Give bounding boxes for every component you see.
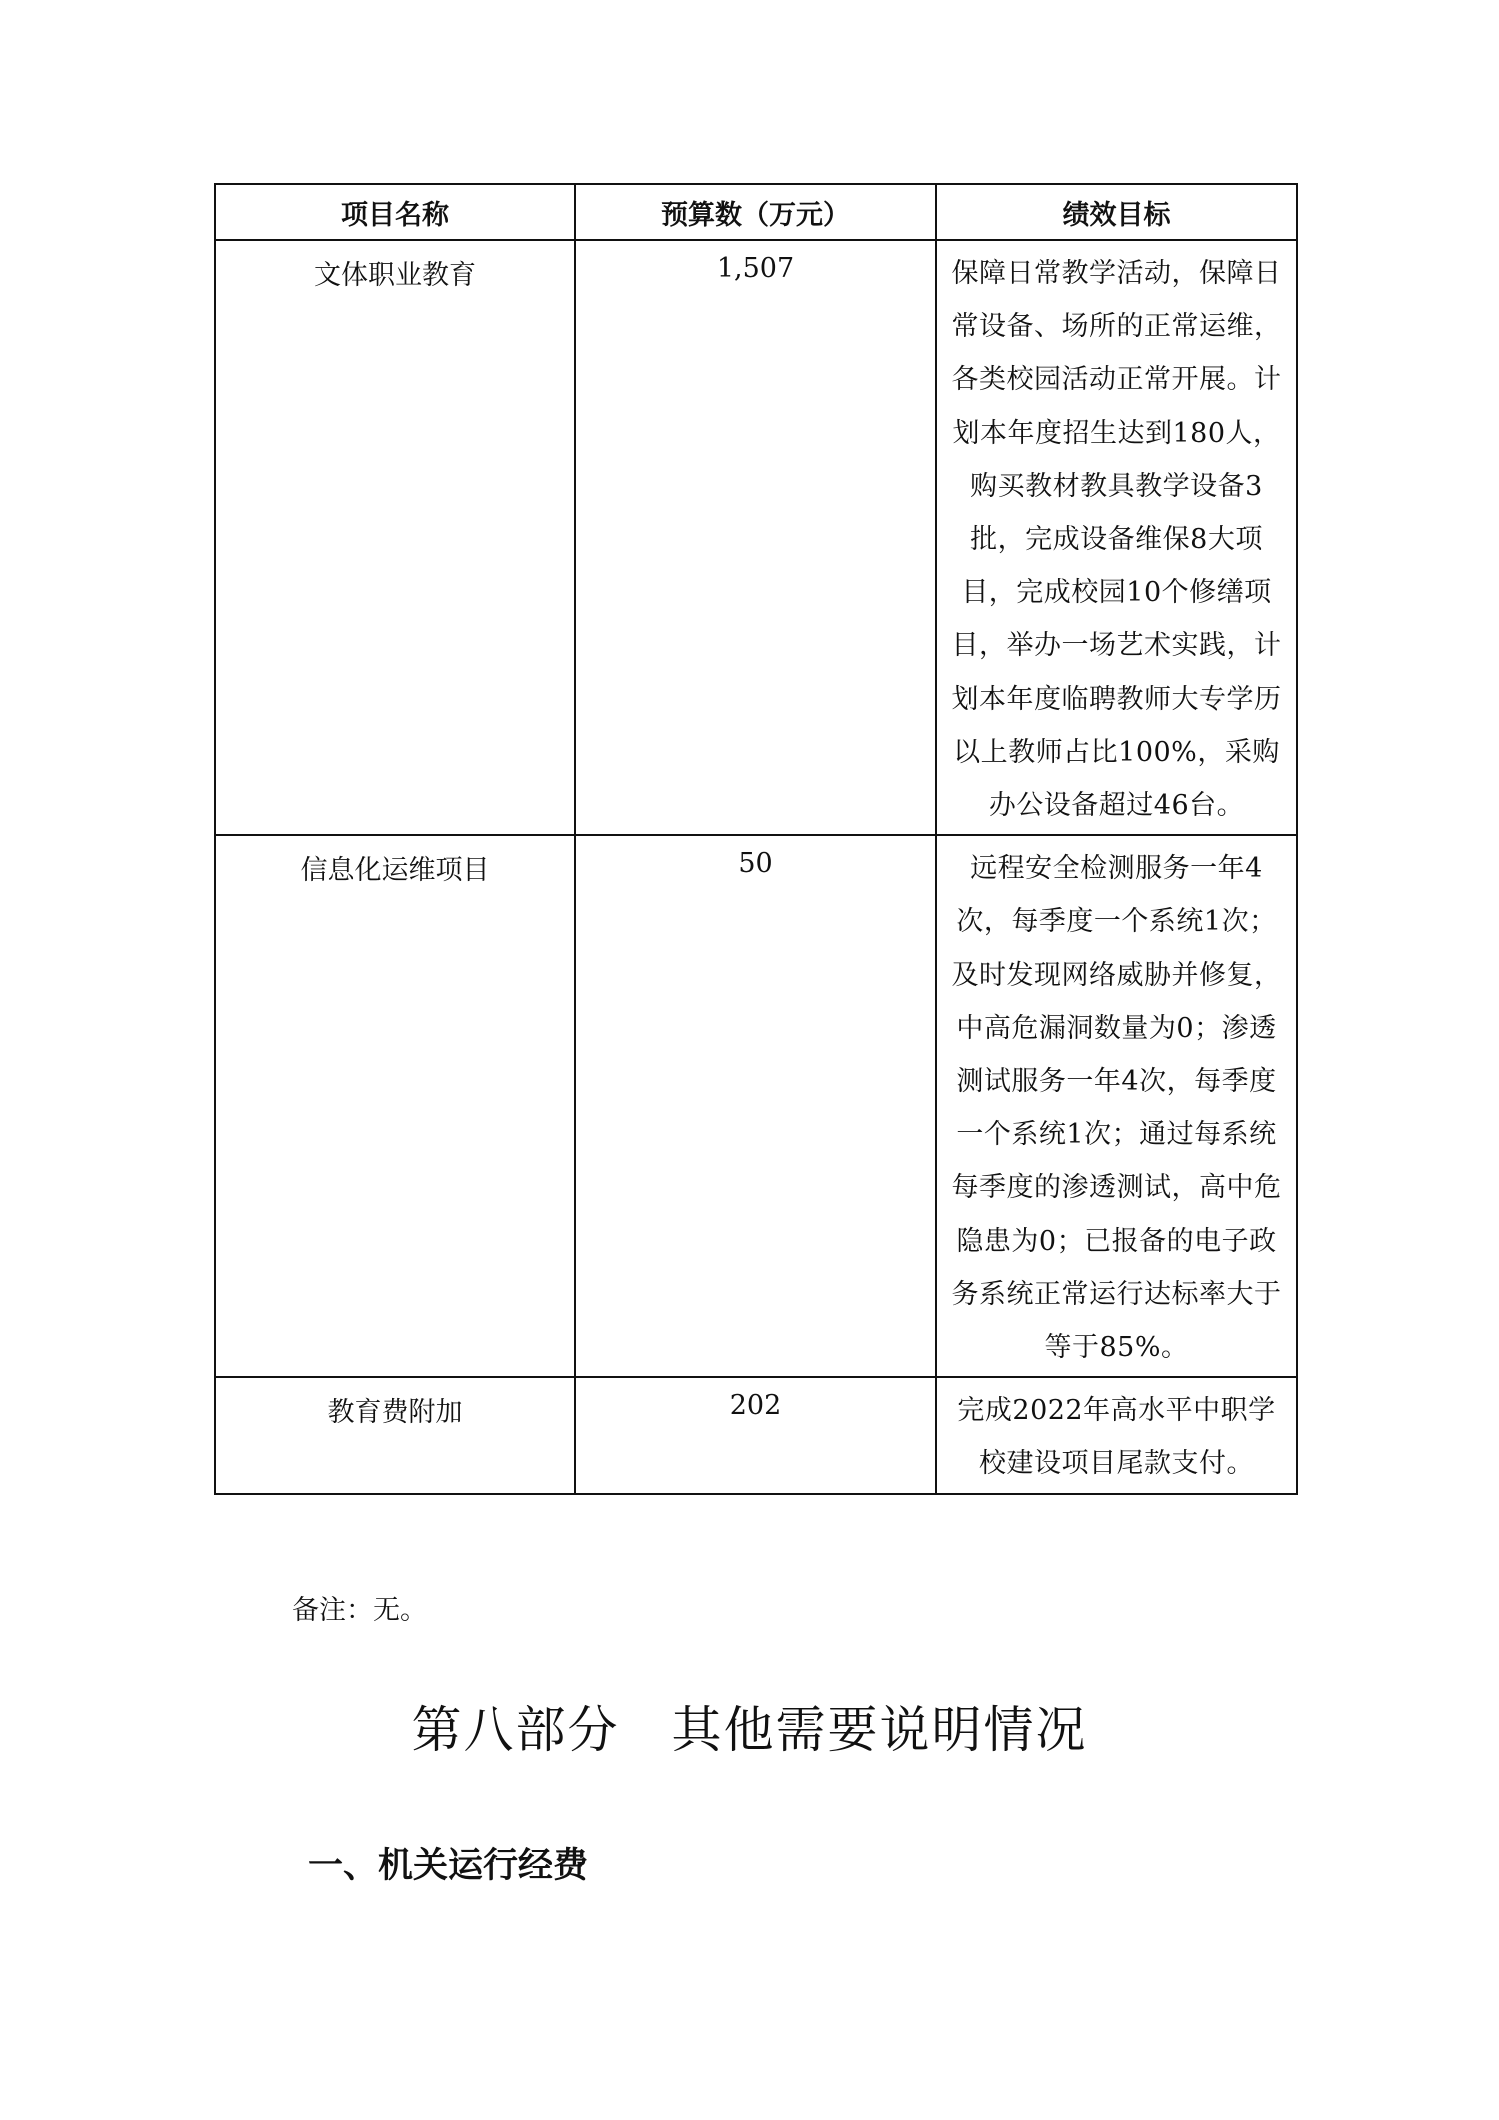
performance-goal-cell: 完成2022年高水平中职学校建设项目尾款支付。 xyxy=(936,1377,1297,1493)
project-name-cell: 信息化运维项目 xyxy=(215,835,575,1377)
performance-goal-cell: 保障日常教学活动，保障日常设备、场所的正常运维，各类校园活动正常开展。计划本年度招生达到180人，购买教材教具教学设备3批，完成设备维保8大项目，完成校园10个修缮项目，举办一场艺术实践，计划本年度临聘教师大专学历以上教师占比100%，采购办公设备超过46台。 xyxy=(936,240,1297,835)
performance-goal-cell: 远程安全检测服务一年4次，每季度一个系统1次；及时发现网络威胁并修复，中高危漏洞数量为0；渗透测试服务一年4次，每季度一个系统1次；通过每系统每季度的渗透测试，高中危隐患为0；已报备的电子政务系统正常运行达标率大于等于85%。 xyxy=(936,835,1297,1377)
project-name-cell: 教育费附加 xyxy=(215,1377,575,1493)
budget-cell: 50 xyxy=(575,835,936,1377)
table-row xyxy=(215,835,1297,1377)
header-budget: 预算数（万元） xyxy=(575,184,936,240)
section-heading: 一、机关运行经费 xyxy=(308,1846,589,1886)
budget-cell: 202 xyxy=(575,1377,936,1493)
table-row xyxy=(215,1377,1297,1493)
project-name-cell: 文体职业教育 xyxy=(215,240,575,835)
header-project-name: 项目名称 xyxy=(215,184,575,240)
header-performance-goal: 绩效目标 xyxy=(936,184,1297,240)
table-header-row xyxy=(215,184,1297,240)
budget-table xyxy=(214,183,1298,1495)
table-note: 备注：无。 xyxy=(292,1595,427,1626)
budget-cell: 1,507 xyxy=(575,240,936,835)
part-title: 第八部分 其他需要说明情况 xyxy=(411,1701,1088,1759)
table-row xyxy=(215,240,1297,835)
